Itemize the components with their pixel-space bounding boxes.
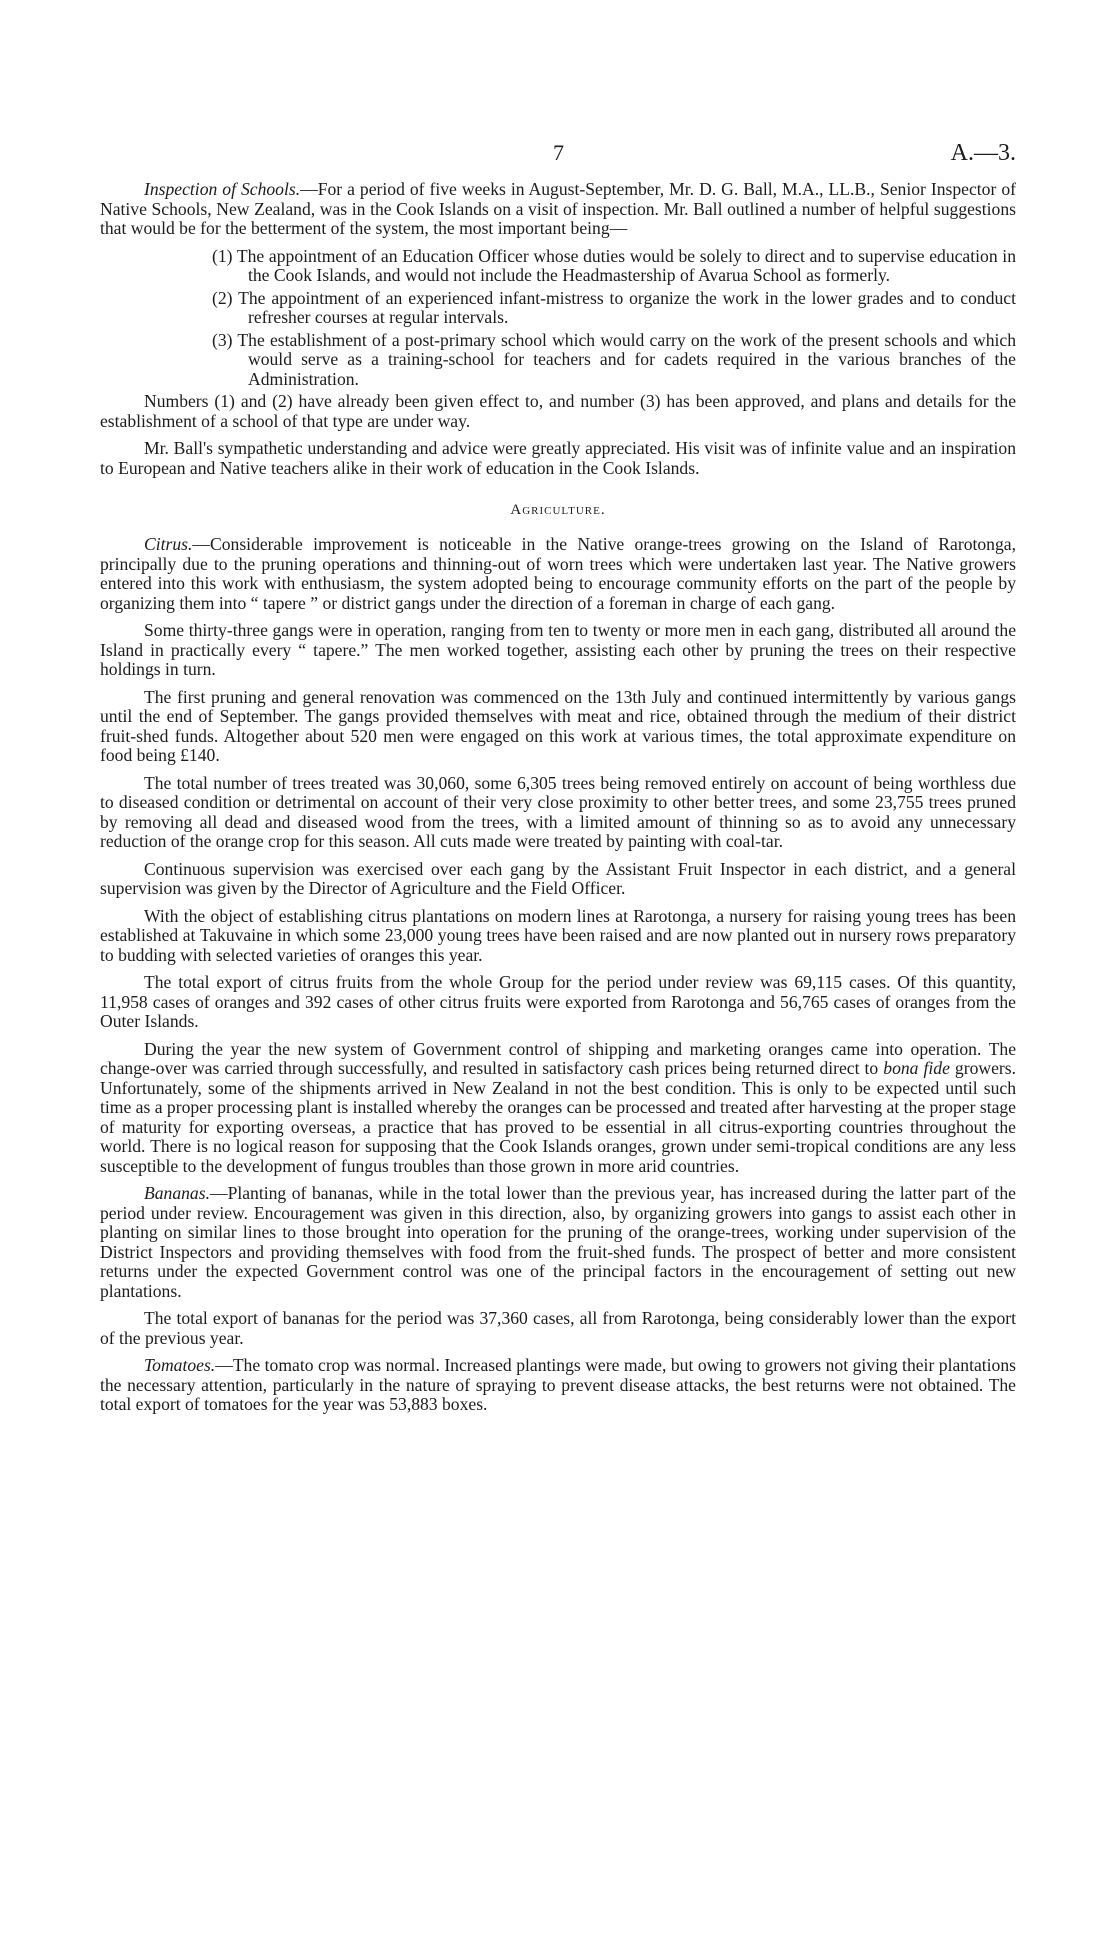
- suggestion-item-1: (1) The appointment of an Education Officer whose duties would be solely to direct and to supervise education in the Cook Islands, and would not include the Headmastership of Avarua School as formerly.: [212, 245, 1016, 285]
- document-page: [100, 140, 1016, 1423]
- bananas-paragraph: [100, 1184, 1016, 1301]
- citrus-paragraph: [100, 535, 1016, 613]
- tomatoes-paragraph: [100, 1356, 1016, 1415]
- inspection-lead: Inspection of Schools.: [144, 179, 301, 199]
- suggestion-item-3: (3) The establishment of a post-primary school which would carry on the work of the present schools and which would serve as a training-school for teachers and for cadets required in the various branches of the Administration.: [212, 329, 1016, 389]
- document-reference: A.—3.: [950, 140, 1016, 166]
- ball-paragraph: Mr. Ball's sympathetic understanding and advice were greatly appreciated. His visit was of infinite value and an inspiration to European and Native teachers alike in their work of education in the Cook Islands.: [100, 438, 1016, 478]
- agriculture-heading: Agriculture.: [510, 502, 606, 518]
- citrus-export-paragraph: The total export of citrus fruits from the whole Group for the period under review was 69,115 cases. Of this quantity, 11,958 cases of oranges and 392 cases of other citrus fruits were exported from Rarotonga and 56,765 cases of oranges from the Outer Islands.: [100, 972, 1016, 1031]
- citrus-text: —Considerable improvement is noticeable in the Native orange-trees growing on the Island of Rarotonga, principally due to the pruning operations and thinning-out of worn trees which were undertaken last year. The Native growers entered into this work with enthusiasm, the system adopted being to encourage community efforts on the part of the people by organizing them into “ tapere ” or district gangs under the direction of a foreman in charge of each gang.: [100, 534, 1016, 613]
- government-control-paragraph: [100, 1040, 1016, 1177]
- page-number: 7: [553, 140, 564, 165]
- inspection-paragraph: [100, 180, 1016, 239]
- pruning-paragraph: The first pruning and general renovation was commenced on the 13th July and continued intermittently by various gangs until the end of September. The gangs provided themselves with meat and rice, obtained through the medium of their district fruit-shed funds. Altogether about 520 men were engaged on this work at various times, the total approximate expenditure on food being £140.: [100, 686, 1016, 765]
- banana-export-paragraph: The total export of bananas for the period was 37,360 cases, all from Rarotonga, being considerably lower than the export of the previous year.: [100, 1308, 1016, 1348]
- bananas-text: —Planting of bananas, while in the total lower than the previous year, has increased during the latter part of the period under review. Encouragement was given in this direction, also, by organizing growers into gangs to assist each other in planting on similar lines to those brought into operation for the pruning of the orange-trees, working under supervision of the District Inspectors and providing themselves with food from the fruit-shed funds. The prospect of better and more consistent returns under the expected Government control was one of the principal factors in the encouragement of setting out new plantations.: [100, 1183, 1016, 1301]
- tomatoes-lead: Tomatoes.: [144, 1355, 216, 1375]
- bananas-lead: Bananas.: [144, 1183, 210, 1203]
- supervision-paragraph: Continuous supervision was exercised over each gang by the Assistant Fruit Inspector in each district, and a general supervision was given by the Director of Agriculture and the Field Officer.: [100, 858, 1016, 898]
- government-text-b: growers. Unfortunately, some of the shipments arrived in New Zealand in not the best condition. This is only to be expected until such time as a proper processing plant is installed whereby the oranges can be processed and treated after harvesting at the proper stage of maturity for exporting overseas, a practice that has proved to be essential in all citrus-exporting countries throughout the world. There is no logical reason for supposing that the Cook Islands oranges, grown under semi-tropical conditions are any less susceptible to the development of fungus troubles than those grown in more arid countries.: [100, 1058, 1016, 1176]
- tomatoes-text: —The tomato crop was normal. Increased plantings were made, but owing to growers not giving their plantations the necessary attention, particularly in the nature of spraying to prevent disease attacks, the best returns were not obtained. The total export of tomatoes for the year was 53,883 boxes.: [100, 1355, 1016, 1414]
- numbers-paragraph: Numbers (1) and (2) have already been given effect to, and number (3) has been approved, and plans and details for the establishment of a school of that type are under way.: [100, 391, 1016, 431]
- government-text-a: During the year the new system of Government control of shipping and marketing oranges came into operation. The change-over was carried through successfully, and resulted in satisfactory cash prices being returned direct to: [100, 1038, 1016, 1078]
- suggestion-item-2: (2) The appointment of an experienced infant-mistress to organize the work in the lower grades and to conduct refresher courses at regular intervals.: [212, 287, 1016, 327]
- page-header: [100, 140, 1016, 180]
- citrus-lead: Citrus.: [144, 534, 193, 554]
- bona-fide-text: bona fide: [883, 1058, 950, 1078]
- trees-paragraph: The total number of trees treated was 30,060, some 6,305 trees being removed entirely on account of being worthless due to diseased condition or detrimental on account of their very close proximity to other better trees, and some 23,755 trees pruned by removing all dead and diseased wood from the trees, with a limited amount of thinning so as to avoid any unnecessary reduction of the orange crop for this season. All cuts made were treated by painting with coal-tar.: [100, 772, 1016, 851]
- nursery-paragraph: With the object of establishing citrus plantations on modern lines at Rarotonga, a nursery for raising young trees has been established at Takuvaine in which some 23,000 young trees have been raised and are now planted out in nursery rows preparatory to budding with selected varieties of oranges this year.: [100, 905, 1016, 965]
- inspection-text: —For a period of five weeks in August-September, Mr. D. G. Ball, M.A., LL.B., Senior Inspector of Native Schools, New Zealand, was in the Cook Islands on a visit of inspection. Mr. Ball outlined a number of helpful suggestions that would be for the betterment of the system, the most important being—: [100, 179, 1016, 238]
- gangs-paragraph: Some thirty-three gangs were in operation, ranging from ten to twenty or more men in each gang, distributed all around the Island in practically every “ tapere.” The men worked together, assisting each other by pruning the trees on their respective holdings in turn.: [100, 620, 1016, 679]
